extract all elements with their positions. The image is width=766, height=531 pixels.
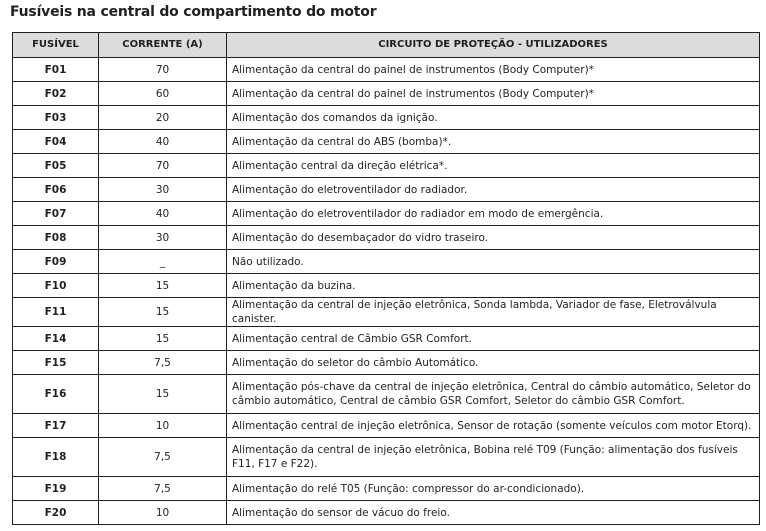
fuse-id: F20 xyxy=(13,501,99,525)
fuse-id: F14 xyxy=(13,327,99,351)
fuse-id: F11 xyxy=(13,298,99,327)
page-title: Fusíveis na central do compartimento do motor xyxy=(10,4,377,20)
fuse-table xyxy=(12,32,760,525)
fuse-circuit: Alimentação da central do ABS (bomba)*. xyxy=(227,130,760,154)
table-row xyxy=(13,154,760,178)
fuse-id: F04 xyxy=(13,130,99,154)
fuse-circuit: Alimentação da central do painel de instrumentos (Body Computer)* xyxy=(227,82,760,106)
table-row xyxy=(13,501,760,525)
fuse-current: 60 xyxy=(99,82,227,106)
table-row xyxy=(13,58,760,82)
header-circuit: CIRCUITO DE PROTEÇÃO - UTILIZADORES xyxy=(227,33,760,58)
fuse-circuit: Alimentação da central do painel de instrumentos (Body Computer)* xyxy=(227,58,760,82)
fuse-id: F06 xyxy=(13,178,99,202)
fuse-id: F05 xyxy=(13,154,99,178)
table-row xyxy=(13,250,760,274)
table-row xyxy=(13,130,760,154)
fuse-id: F15 xyxy=(13,351,99,375)
fuse-id: F08 xyxy=(13,226,99,250)
fuse-circuit: Alimentação do eletroventilador do radiador em modo de emergência. xyxy=(227,202,760,226)
fuse-id: F09 xyxy=(13,250,99,274)
fuse-current: 15 xyxy=(99,327,227,351)
table-row xyxy=(13,202,760,226)
fuse-current: 7,5 xyxy=(99,438,227,477)
table-row xyxy=(13,327,760,351)
table-row xyxy=(13,178,760,202)
table-row xyxy=(13,82,760,106)
table-header-row xyxy=(13,33,760,58)
fuse-current: 20 xyxy=(99,106,227,130)
table-row xyxy=(13,351,760,375)
fuse-id: F19 xyxy=(13,477,99,501)
fuse-current: 15 xyxy=(99,375,227,414)
fuse-circuit: Alimentação da central de injeção eletrônica, Bobina relé T09 (Função: alimentação dos fusíveis F11, F17 e F22). xyxy=(227,438,760,477)
fuse-id: F17 xyxy=(13,414,99,438)
header-fuse: FUSÍVEL xyxy=(13,33,99,58)
fuse-current: 30 xyxy=(99,226,227,250)
fuse-circuit: Alimentação do eletroventilador do radiador. xyxy=(227,178,760,202)
fuse-id: F16 xyxy=(13,375,99,414)
table-row xyxy=(13,438,760,477)
header-current: CORRENTE (A) xyxy=(99,33,227,58)
fuse-circuit: Alimentação da buzina. xyxy=(227,274,760,298)
fuse-current: 70 xyxy=(99,154,227,178)
fuse-current: 40 xyxy=(99,202,227,226)
fuse-id: F02 xyxy=(13,82,99,106)
table-row xyxy=(13,477,760,501)
fuse-current: 10 xyxy=(99,501,227,525)
table-row xyxy=(13,414,760,438)
fuse-circuit: Alimentação pós-chave da central de injeção eletrônica, Central do câmbio automático, Seletor do câmbio automático, Central de câmbio GSR Comfort, Seletor do câmbio GSR Comfort. xyxy=(227,375,760,414)
fuse-circuit: Alimentação do seletor do câmbio Automático. xyxy=(227,351,760,375)
fuse-current: 40 xyxy=(99,130,227,154)
fuse-id: F10 xyxy=(13,274,99,298)
fuse-circuit: Alimentação central da direção elétrica*. xyxy=(227,154,760,178)
fuse-circuit: Alimentação central de Câmbio GSR Comfort. xyxy=(227,327,760,351)
fuse-current: _ xyxy=(99,250,227,274)
fuse-circuit: Alimentação da central de injeção eletrônica, Sonda lambda, Variador de fase, Eletroválvula canister. xyxy=(227,298,760,327)
fuse-current: 15 xyxy=(99,274,227,298)
fuse-current: 15 xyxy=(99,298,227,327)
fuse-circuit: Alimentação central de injeção eletrônica, Sensor de rotação (somente veículos com motor Etorq). xyxy=(227,414,760,438)
fuse-id: F03 xyxy=(13,106,99,130)
table-row xyxy=(13,106,760,130)
fuse-id: F01 xyxy=(13,58,99,82)
table-row xyxy=(13,375,760,414)
fuse-circuit: Alimentação do sensor de vácuo do freio. xyxy=(227,501,760,525)
fuse-current: 70 xyxy=(99,58,227,82)
fuse-current: 10 xyxy=(99,414,227,438)
fuse-circuit: Alimentação dos comandos da ignição. xyxy=(227,106,760,130)
fuse-circuit: Alimentação do desembaçador do vidro traseiro. xyxy=(227,226,760,250)
fuse-circuit: Alimentação do relé T05 (Função: compressor do ar-condicionado). xyxy=(227,477,760,501)
fuse-circuit: Não utilizado. xyxy=(227,250,760,274)
fuse-current: 7,5 xyxy=(99,477,227,501)
fuse-current: 7,5 xyxy=(99,351,227,375)
fuse-id: F18 xyxy=(13,438,99,477)
table-row xyxy=(13,274,760,298)
table-row xyxy=(13,226,760,250)
fuse-current: 30 xyxy=(99,178,227,202)
fuse-id: F07 xyxy=(13,202,99,226)
table-row xyxy=(13,298,760,327)
